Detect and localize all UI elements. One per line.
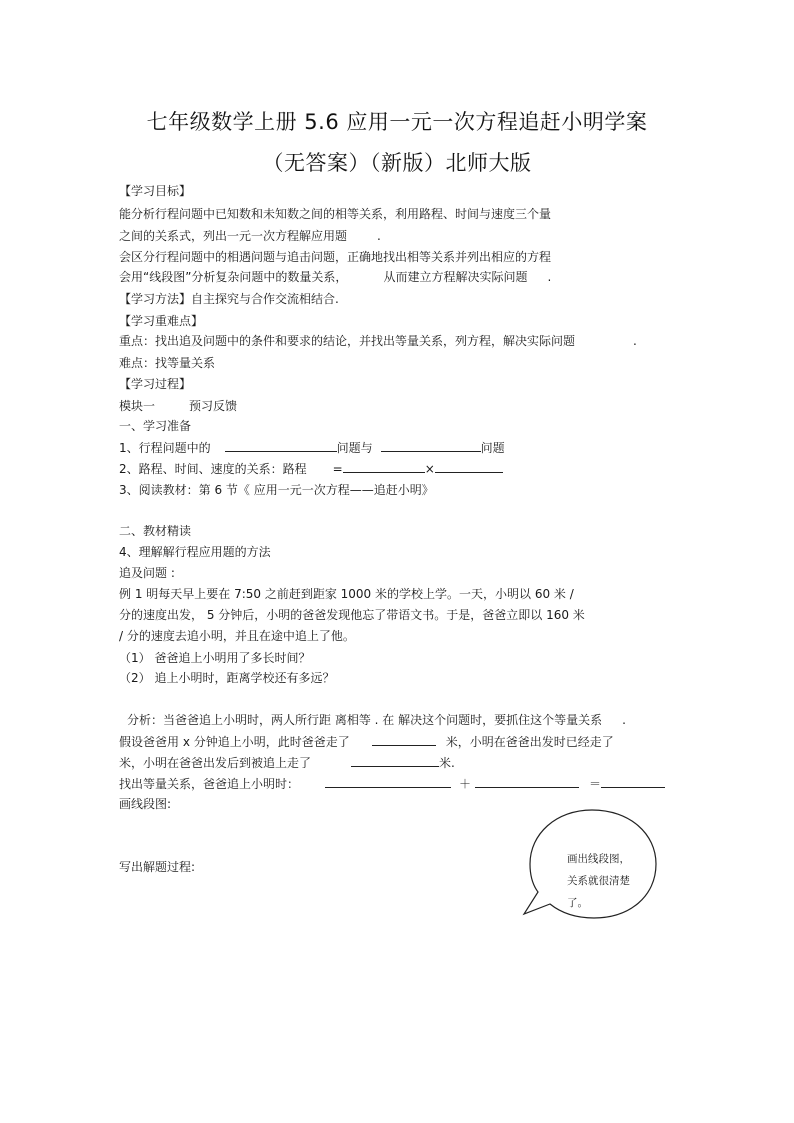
analysis-line-2 [119,734,614,750]
objectives-line-4b: 从而建立方程解决实际问题 [383,270,528,284]
module-label: 模块一 [119,399,156,413]
method-line: 【学习方法】自主探究与合作交流相结合. [119,292,339,306]
chase-problem-label: 追及问题 : [119,566,175,580]
question-2-a: 2、路程、时间、速度的关系：路程 [119,462,307,476]
question-2 [119,461,503,477]
question-3: 3、阅读教材：第 6 节《 应用一元一次方程——追赶小明》 [119,483,434,497]
blank-equation-result[interactable] [601,776,665,788]
objectives-line-2-period: . [377,229,381,243]
document-title-line-1: 七年级数学上册 5.6 应用一元一次方程追赶小明学案 [146,110,648,134]
objectives-line-4 [119,270,551,285]
focus-key-period: . [633,334,637,348]
analysis-line-1 [127,713,626,728]
objectives-line-3: 会区分行程问题中的相遇问题与追击问题，正确地找出相等关系并列出相应的方程 [119,250,552,264]
blank-q1-first[interactable] [225,440,337,452]
draw-diagram-label: 画线段图: [119,797,172,811]
prep-heading: 一、学习准备 [119,419,192,433]
objectives-line-1: 能分析行程问题中已知数和未知数之间的相等关系，利用路程、时间与速度三个量 [119,207,552,221]
focus-heading: 【学习重难点】 [119,314,204,328]
speech-bubble-line-1: 画出线段图， [567,853,630,865]
process-heading: 【学习过程】 [119,377,192,391]
blank-equation-term-1[interactable] [325,776,451,788]
objectives-line-4a: 会用“线段图”分析复杂问题中的数量关系， [119,270,348,284]
sub-question-2: （2） 追上小明时，距离学校还有多远？ [119,671,335,685]
question-4: 4、理解解行程应用题的方法 [119,545,271,559]
objectives-line-2 [119,229,381,244]
focus-difficulty: 难点：找等量关系 [119,356,216,370]
analysis-line-3 [119,755,455,771]
analysis-line-4 [119,776,665,792]
blank-q1-second[interactable] [381,440,481,452]
speech-bubble-line-2: 关系就很清楚 [567,875,630,887]
module-line [119,399,237,414]
equation-plus: ＋ [459,777,472,791]
objectives-line-4-period: . [547,270,552,284]
module-title: 预习反馈 [189,399,238,413]
document-title-line-2: （无答案）（新版）北师大版 [262,151,532,175]
reading-heading: 二、教材精读 [119,524,192,538]
blank-equation-term-2[interactable] [475,776,579,788]
blank-q2-second[interactable] [435,461,503,473]
objectives-line-2-text: 之间的关系式，列出一元一次方程解应用题 [119,229,348,243]
blank-q2-first[interactable] [343,461,425,473]
question-2-equals: = [332,462,343,476]
analysis-line-4a: 找出等量关系，爸爸追上小明时： [119,777,300,791]
analysis-line-2a: 假设爸爸用 x 分钟追上小明，此时爸爸走了 [119,735,350,749]
analysis-line-3a: 米，小明在爸爸出发后到被追上走了 [119,756,312,770]
blank-ming-distance[interactable] [351,755,439,767]
example-line-2: 分的速度出发， 5 分钟后，小明的爸爸发现他忘了带语文书。于是，爸爸立即以 160 米 [119,608,585,622]
analysis-line-2b: 米，小明在爸爸出发时已经走了 [445,735,614,749]
question-1-b: 问题与 [336,441,373,455]
question-1 [119,440,505,456]
question-2-times: × [424,462,435,476]
objectives-heading: 【学习目标】 [119,184,192,198]
example-line-3: / 分的速度去追小明，并且在途中追上了他。 [119,629,355,643]
speech-bubble-text [567,848,630,914]
example-line-1: 例 1 明每天早上要在 7:50 之前赶到距家 1000 米的学校上学。一天，小明以 60 米 / [119,587,574,601]
question-1-c: 问题 [480,441,505,455]
question-1-a: 1、行程问题中的 [119,441,211,455]
sub-question-1: （1） 爸爸追上小明用了多长时间？ [119,651,311,665]
solution-label: 写出解题过程: [119,860,196,874]
focus-key-text: 重点：找出追及问题中的条件和要求的结论，并找出等量关系，列方程，解决实际问题 [119,334,576,348]
analysis-line-1-period: . [622,713,626,727]
analysis-line-3b: 米. [439,756,455,770]
focus-key-point [119,334,637,349]
equation-equals: ＝ [589,777,602,791]
analysis-line-1-text: 分析：当爸爸追上小明时，两人所行距 离相等 . 在 解决这个问题时，要抓住这个等量关系 [127,713,603,727]
blank-dad-distance[interactable] [372,734,436,746]
speech-bubble-line-3: 了。 [567,897,588,909]
